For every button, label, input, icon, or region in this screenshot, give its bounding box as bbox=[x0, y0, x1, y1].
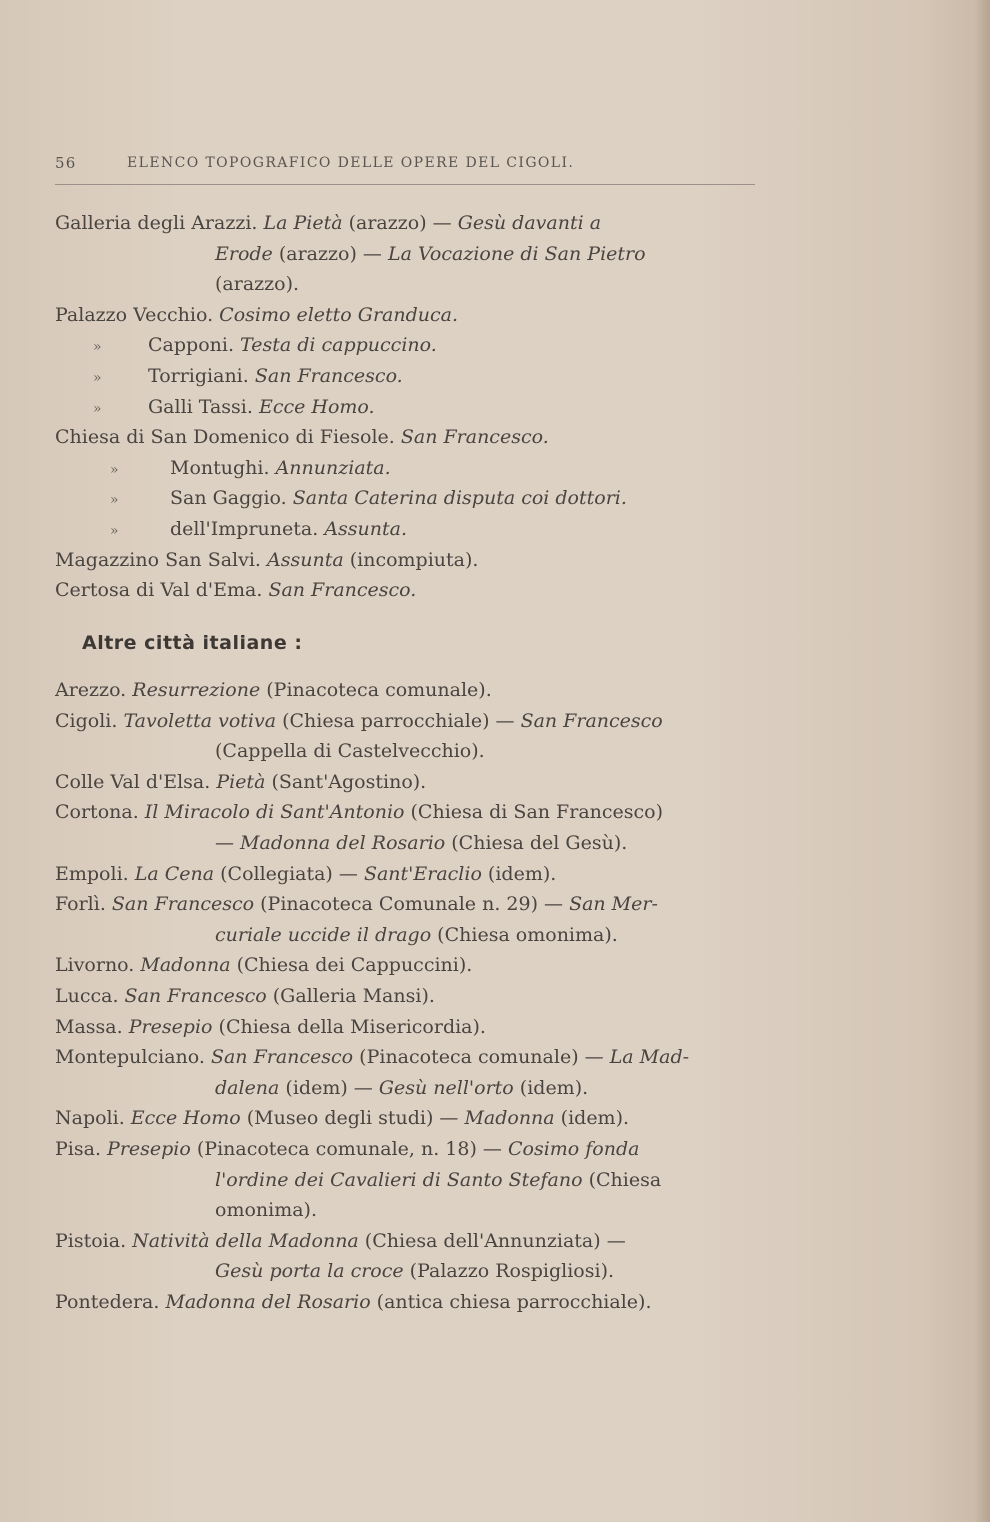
location-text: (arazzo). bbox=[215, 273, 300, 296]
location-text: Lucca. bbox=[55, 984, 125, 1007]
artwork-title: Resurrezione bbox=[132, 679, 261, 701]
location-text: (Cappella di Castelvecchio). bbox=[215, 740, 485, 763]
entry-line bbox=[55, 514, 760, 545]
location-text: (idem). bbox=[481, 862, 557, 885]
entry-line bbox=[55, 797, 760, 828]
entry-line bbox=[55, 545, 760, 576]
artwork-title: San Francesco. bbox=[268, 579, 417, 602]
entry-continuation-line bbox=[55, 1073, 760, 1104]
location-text: Pistoia. bbox=[55, 1229, 133, 1252]
entry-continuation-line bbox=[55, 1195, 760, 1226]
artwork-title: curiale uccide il drago bbox=[215, 923, 432, 946]
entry-line bbox=[55, 981, 760, 1012]
page-edge-shadow bbox=[974, 0, 990, 1522]
entry-line bbox=[55, 330, 760, 361]
artwork-title: Tavoletta votiva bbox=[123, 709, 277, 732]
artwork-title: Testa di cappuccino. bbox=[240, 334, 437, 357]
entry-line bbox=[55, 1226, 760, 1257]
location-text: (Chiesa dell'Annunziata) — bbox=[358, 1229, 626, 1252]
location-text: Torrigiani. bbox=[148, 364, 255, 387]
location-text: Napoli. bbox=[55, 1107, 131, 1130]
entry-line bbox=[55, 208, 760, 239]
ditto-mark: » bbox=[110, 461, 119, 478]
section-heading: Altre città italiane : bbox=[82, 632, 303, 654]
location-text: omonima). bbox=[215, 1199, 318, 1222]
artwork-title: La Cena bbox=[134, 862, 215, 885]
entry-line bbox=[55, 767, 760, 798]
artwork-title: Assunta. bbox=[324, 517, 408, 540]
ditto-mark: » bbox=[110, 522, 119, 539]
location-text: (Pinacoteca comunale). bbox=[260, 679, 492, 701]
artwork-title: Cosimo eletto Granduca. bbox=[219, 303, 459, 326]
artwork-title: dalena bbox=[215, 1076, 280, 1099]
entry-line bbox=[55, 483, 760, 514]
artwork-title: San Francesco bbox=[111, 893, 255, 916]
entry-line bbox=[55, 889, 760, 920]
artwork-title: Il Miracolo di Sant'Antonio bbox=[144, 801, 405, 824]
location-text: (Chiesa omonima). bbox=[431, 923, 618, 946]
page-number: 56 bbox=[55, 154, 77, 172]
entry-continuation-line bbox=[55, 239, 760, 270]
entry-continuation-line bbox=[55, 269, 760, 300]
location-text: (Pinacoteca comunale, n. 18) — bbox=[190, 1137, 508, 1160]
entry-line bbox=[55, 1134, 760, 1165]
artwork-title: La Vocazione di San Pietro bbox=[387, 242, 646, 265]
entry-line bbox=[55, 859, 760, 890]
entry-line bbox=[55, 1287, 760, 1318]
artwork-title: l'ordine dei Cavalieri di Santo Stefano bbox=[215, 1168, 583, 1191]
location-text: — bbox=[215, 831, 241, 854]
location-text: Empoli. bbox=[55, 862, 135, 885]
ditto-mark: » bbox=[93, 369, 102, 386]
location-text: (idem) — bbox=[279, 1076, 379, 1099]
entry-line bbox=[55, 950, 760, 981]
artwork-title: Presepio bbox=[107, 1137, 191, 1160]
location-text: (arazzo) — bbox=[272, 242, 388, 265]
location-text: (Museo degli studi) — bbox=[240, 1107, 465, 1130]
location-text: Magazzino San Salvi. bbox=[55, 548, 268, 571]
running-header bbox=[55, 154, 755, 185]
entry-continuation-line bbox=[55, 1165, 760, 1196]
artwork-title: Annunziata. bbox=[275, 456, 391, 479]
artwork-title: San Francesco. bbox=[400, 426, 549, 449]
location-text: San Gaggio. bbox=[170, 487, 293, 510]
artwork-title: San Francesco bbox=[520, 709, 663, 732]
artwork-title: San Francesco bbox=[124, 984, 267, 1007]
location-text: Cigoli. bbox=[55, 709, 124, 732]
artwork-title: Ecce Homo. bbox=[258, 395, 375, 418]
location-text: (Chiesa del Gesù). bbox=[445, 831, 628, 854]
location-text: (idem). bbox=[513, 1076, 589, 1099]
artwork-title: Gesù porta la croce bbox=[215, 1260, 404, 1283]
entry-continuation-line bbox=[55, 920, 760, 951]
artwork-title: San Mer- bbox=[569, 893, 658, 916]
location-text: Capponi. bbox=[148, 334, 241, 357]
artwork-title: Madonna bbox=[464, 1107, 555, 1130]
entry-line bbox=[55, 675, 760, 706]
other-cities-list bbox=[55, 675, 760, 1317]
location-text: (Chiesa di San Francesco) bbox=[404, 801, 664, 824]
artwork-title: Assunta bbox=[267, 548, 344, 571]
artwork-title: San Francesco bbox=[210, 1046, 354, 1069]
entry-continuation-line bbox=[55, 736, 760, 767]
artwork-title: Gesù nell'orto bbox=[378, 1076, 514, 1099]
location-text: Pisa. bbox=[55, 1137, 108, 1160]
location-text: (Pinacoteca comunale) — bbox=[353, 1046, 610, 1069]
florence-locations-list bbox=[55, 208, 760, 606]
location-text: Colle Val d'Elsa. bbox=[55, 770, 217, 793]
entry-line bbox=[55, 1012, 760, 1043]
location-text: (Sant'Agostino). bbox=[265, 770, 427, 793]
location-text: (idem). bbox=[554, 1107, 630, 1130]
location-text: (Palazzo Rospigliosi). bbox=[403, 1260, 615, 1283]
artwork-title: Erode bbox=[215, 242, 273, 265]
entry-continuation-line bbox=[55, 828, 760, 859]
location-text: Galli Tassi. bbox=[148, 395, 259, 418]
location-text: Pontedera. bbox=[55, 1290, 166, 1313]
ditto-mark: » bbox=[110, 492, 119, 509]
location-text: Livorno. bbox=[55, 954, 141, 977]
artwork-title: Madonna del Rosario bbox=[240, 831, 446, 854]
artwork-title: Madonna del Rosario bbox=[165, 1290, 371, 1313]
entry-line bbox=[55, 300, 760, 331]
location-text: (antica chiesa parrocchiale). bbox=[370, 1290, 652, 1313]
location-text: (Chiesa dei Cappuccini). bbox=[230, 954, 473, 977]
location-text: dell'Impruneta. bbox=[170, 517, 325, 540]
artwork-title: Madonna bbox=[140, 954, 231, 977]
location-text: (Collegiata) — bbox=[214, 862, 364, 885]
ditto-mark: » bbox=[93, 400, 102, 417]
artwork-title: La Mad- bbox=[609, 1046, 690, 1069]
artwork-title: Gesù davanti a bbox=[457, 212, 602, 234]
location-text: Chiesa di San Domenico di Fiesole. bbox=[55, 426, 401, 449]
location-text: Montughi. bbox=[170, 456, 276, 479]
artwork-title: Presepio bbox=[128, 1015, 213, 1038]
entry-continuation-line bbox=[55, 1256, 760, 1287]
location-text: (Chiesa parrocchiale) — bbox=[276, 709, 521, 732]
entry-line bbox=[55, 453, 760, 484]
artwork-title: La Pietà bbox=[263, 212, 343, 234]
running-title: ELENCO TOPOGRAFICO DELLE OPERE DEL CIGOLI. bbox=[127, 155, 575, 171]
artwork-title: Santa Caterina disputa coi dottori. bbox=[292, 487, 627, 510]
location-text: (Chiesa della Misericordia). bbox=[212, 1015, 486, 1038]
location-text: Palazzo Vecchio. bbox=[55, 303, 220, 326]
location-text: Massa. bbox=[55, 1015, 129, 1038]
location-text: Forlì. bbox=[55, 893, 112, 916]
entry-line bbox=[55, 392, 760, 423]
location-text: (arazzo) — bbox=[342, 212, 458, 234]
location-text: (Galleria Mansi). bbox=[266, 984, 435, 1007]
location-text: Montepulciano. bbox=[55, 1046, 211, 1069]
location-text: Certosa di Val d'Ema. bbox=[55, 579, 269, 602]
entry-line bbox=[55, 1042, 760, 1073]
location-text: (incompiuta). bbox=[343, 548, 479, 571]
artwork-title: Cosimo fonda bbox=[507, 1137, 640, 1160]
location-text: (Chiesa bbox=[582, 1168, 662, 1191]
entry-line bbox=[55, 706, 760, 737]
entry-line bbox=[55, 575, 760, 606]
entry-line bbox=[55, 1103, 760, 1134]
entry-line bbox=[55, 361, 760, 392]
artwork-title: Sant'Eraclio bbox=[363, 862, 482, 885]
artwork-title: San Francesco. bbox=[254, 364, 403, 387]
artwork-title: Ecce Homo bbox=[130, 1107, 241, 1130]
location-text: Arezzo. bbox=[55, 679, 133, 701]
location-text: Galleria degli Arazzi. bbox=[55, 212, 264, 234]
entry-line bbox=[55, 422, 760, 453]
location-text: Cortona. bbox=[55, 801, 145, 824]
ditto-mark: » bbox=[93, 339, 102, 356]
artwork-title: Pietà bbox=[216, 770, 266, 793]
location-text: (Pinacoteca Comunale n. 29) — bbox=[254, 893, 570, 916]
artwork-title: Natività della Madonna bbox=[132, 1229, 359, 1252]
